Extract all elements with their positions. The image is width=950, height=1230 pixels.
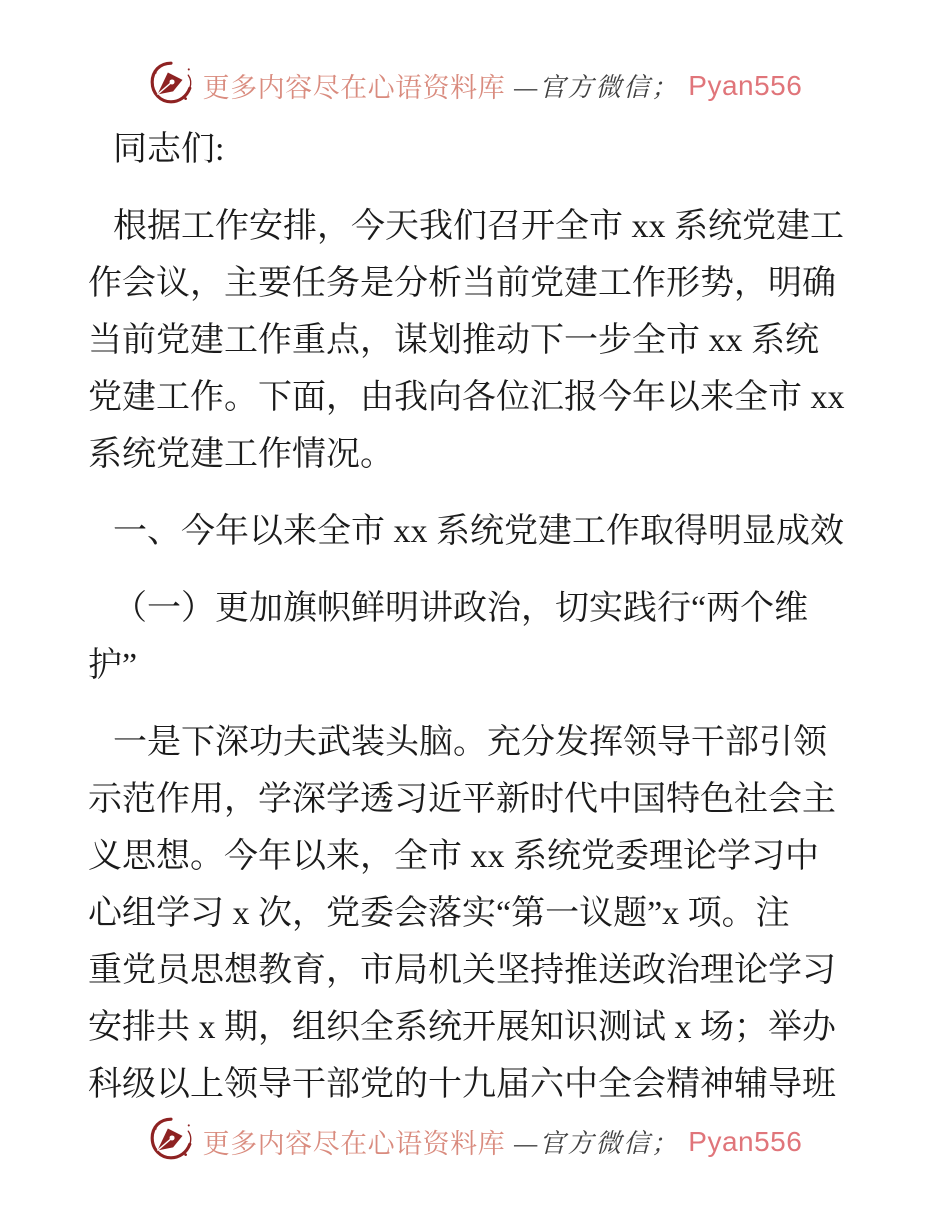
text-line: 示范作用，学深学透习近平新时代中国特色社会主 xyxy=(88,781,836,818)
text-line: 安排共 x 期，组织全系统开展知识测试 x 场；举办 xyxy=(88,1009,836,1046)
header-watermark xyxy=(0,0,950,111)
content-paragraph xyxy=(88,714,870,1113)
watermark-wechat-id: Pyan556 xyxy=(688,69,803,101)
text-line: 心组学习 x 次，党委会落实“第一议题”x 项。注 xyxy=(88,895,790,932)
watermark-wechat-id: Pyan556 xyxy=(688,1125,803,1157)
text-line: 系统党建工作情况。 xyxy=(88,436,394,473)
watermark-brand-text: 更多内容尽在心语资料库 xyxy=(202,73,506,103)
text-line: 科级以上领导干部党的十九届六中全会精神辅导班 xyxy=(88,1066,836,1103)
text-line: 一是下深功夫武装头脑。充分发挥领导干部引领 xyxy=(113,724,827,761)
watermark-channel-label: —官方微信； xyxy=(514,73,680,102)
subsection-heading xyxy=(88,580,870,694)
text-line: 根据工作安排，今天我们召开全市 xx 系统党建工 xyxy=(113,208,844,245)
text-line: 一、今年以来全市 xx 系统党建工作取得明显成效 xyxy=(113,513,844,550)
text-line: 党建工作。下面，由我向各位汇报今年以来全市 xx xyxy=(88,379,845,416)
text-line: 重党员思想教育，市局机关坚持推送政治理论学习 xyxy=(88,952,836,989)
document-body xyxy=(0,111,950,1113)
watermark-brand-text: 更多内容尽在心语资料库 xyxy=(202,1129,506,1159)
text-line: 义思想。今年以来，全市 xx 系统党委理论学习中 xyxy=(88,838,819,875)
section-heading xyxy=(88,503,870,560)
text-line: 护” xyxy=(88,647,138,684)
text-line: 同志们: xyxy=(113,131,225,168)
footer-watermark xyxy=(0,1116,950,1167)
text-line: 作会议，主要任务是分析当前党建工作形势，明确 xyxy=(88,265,836,302)
intro-paragraph xyxy=(88,198,870,483)
pen-nib-swirl-icon xyxy=(148,1116,194,1167)
text-line: （一）更加旗帜鲜明讲政治，切实践行“两个维 xyxy=(113,590,809,627)
text-line: 当前党建工作重点，谋划推动下一步全市 xx 系统 xyxy=(88,322,819,359)
watermark-channel-label: —官方微信； xyxy=(514,1129,680,1158)
salutation-paragraph xyxy=(88,121,870,178)
pen-nib-swirl-icon xyxy=(148,60,194,111)
